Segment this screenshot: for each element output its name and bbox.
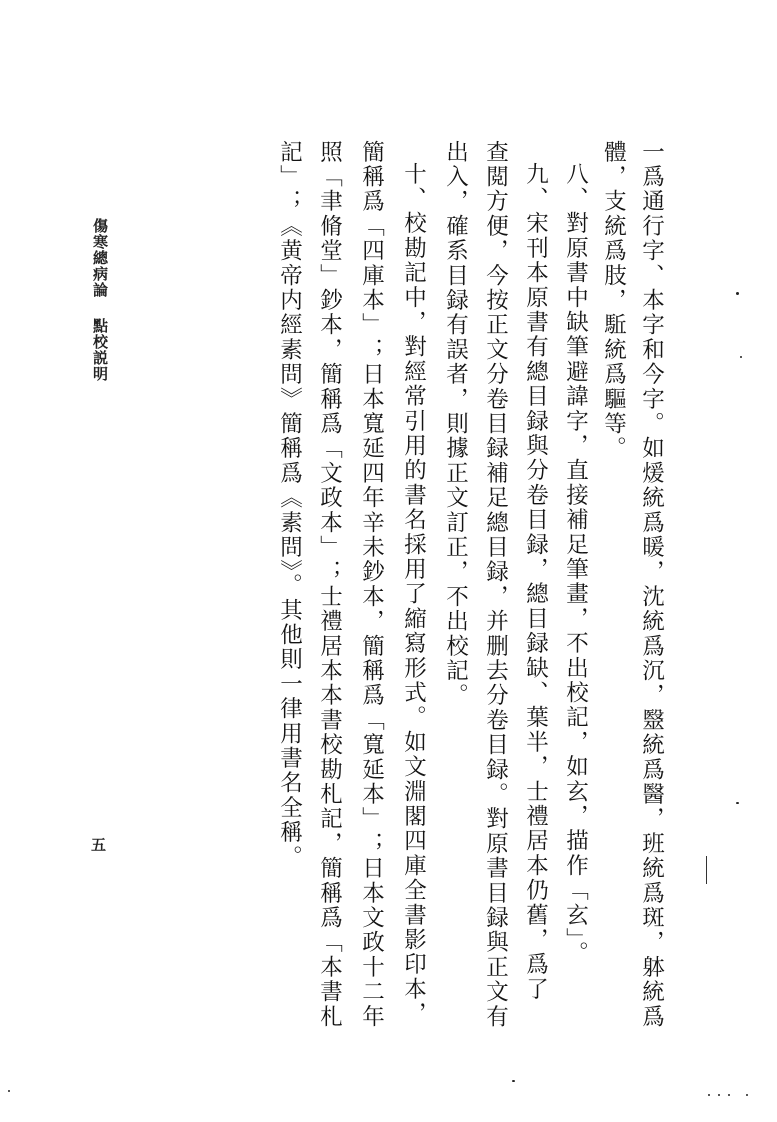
text-column-2: 體，支統爲肢，駈統爲驅等。 <box>600 140 627 462</box>
scan-speck <box>8 1090 10 1092</box>
running-title: 傷寒總病論 <box>91 218 109 298</box>
text-column-10: 記」；《黄帝内經素問》簡稱爲《素問》。其他則一律用書名全稱。 <box>276 140 303 870</box>
scan-speck <box>728 1094 730 1096</box>
text-column-7: 十、校勘記中，對經常引用的書名採用了縮寫形式。如文淵閣四庫全書影印本， <box>400 162 427 1027</box>
scan-speck <box>736 292 739 295</box>
page-number: 五 <box>91 836 107 854</box>
scan-speck <box>736 802 739 804</box>
scan-mark <box>706 856 707 884</box>
scan-speck <box>740 356 742 358</box>
scan-speck <box>708 1094 710 1096</box>
text-column-5: 查閲方便，今按正文分卷目録補足總目録，并删去分卷目録。對原書目録與正文有 <box>482 140 509 1030</box>
text-column-8: 簡稱爲「四庫本」；日本寬延四年辛未鈔本，簡稱爲「寬延本」；日本文政十二年 <box>358 140 385 1030</box>
text-column-1: 一爲通行字、本字和今字。如煖統爲暖，沈統爲沉，毉統爲醫，班統爲斑，躰統爲 <box>638 140 665 1030</box>
text-column-9: 照「聿脩堂」鈔本，簡稱爲「文政本」；士禮居本本書校勘札記，簡稱爲「本書札 <box>316 140 343 1030</box>
scan-speck <box>746 1094 748 1096</box>
text-column-6: 出入，確系目録有誤者，則據正文訂正，不出校記。 <box>442 140 469 709</box>
running-section: 點校説明 <box>91 318 109 382</box>
scan-speck <box>718 1094 720 1096</box>
scan-speck <box>512 1080 515 1082</box>
text-column-3: 八、對原書中缺筆避諱字，直接補足筆畫，不出校記，如玄，描作「玄」。 <box>562 162 589 966</box>
text-column-4: 九、宋刊本原書有總目録與分卷目録，總目録缺、葉半，士禮居本仍舊，爲了 <box>522 162 549 1002</box>
